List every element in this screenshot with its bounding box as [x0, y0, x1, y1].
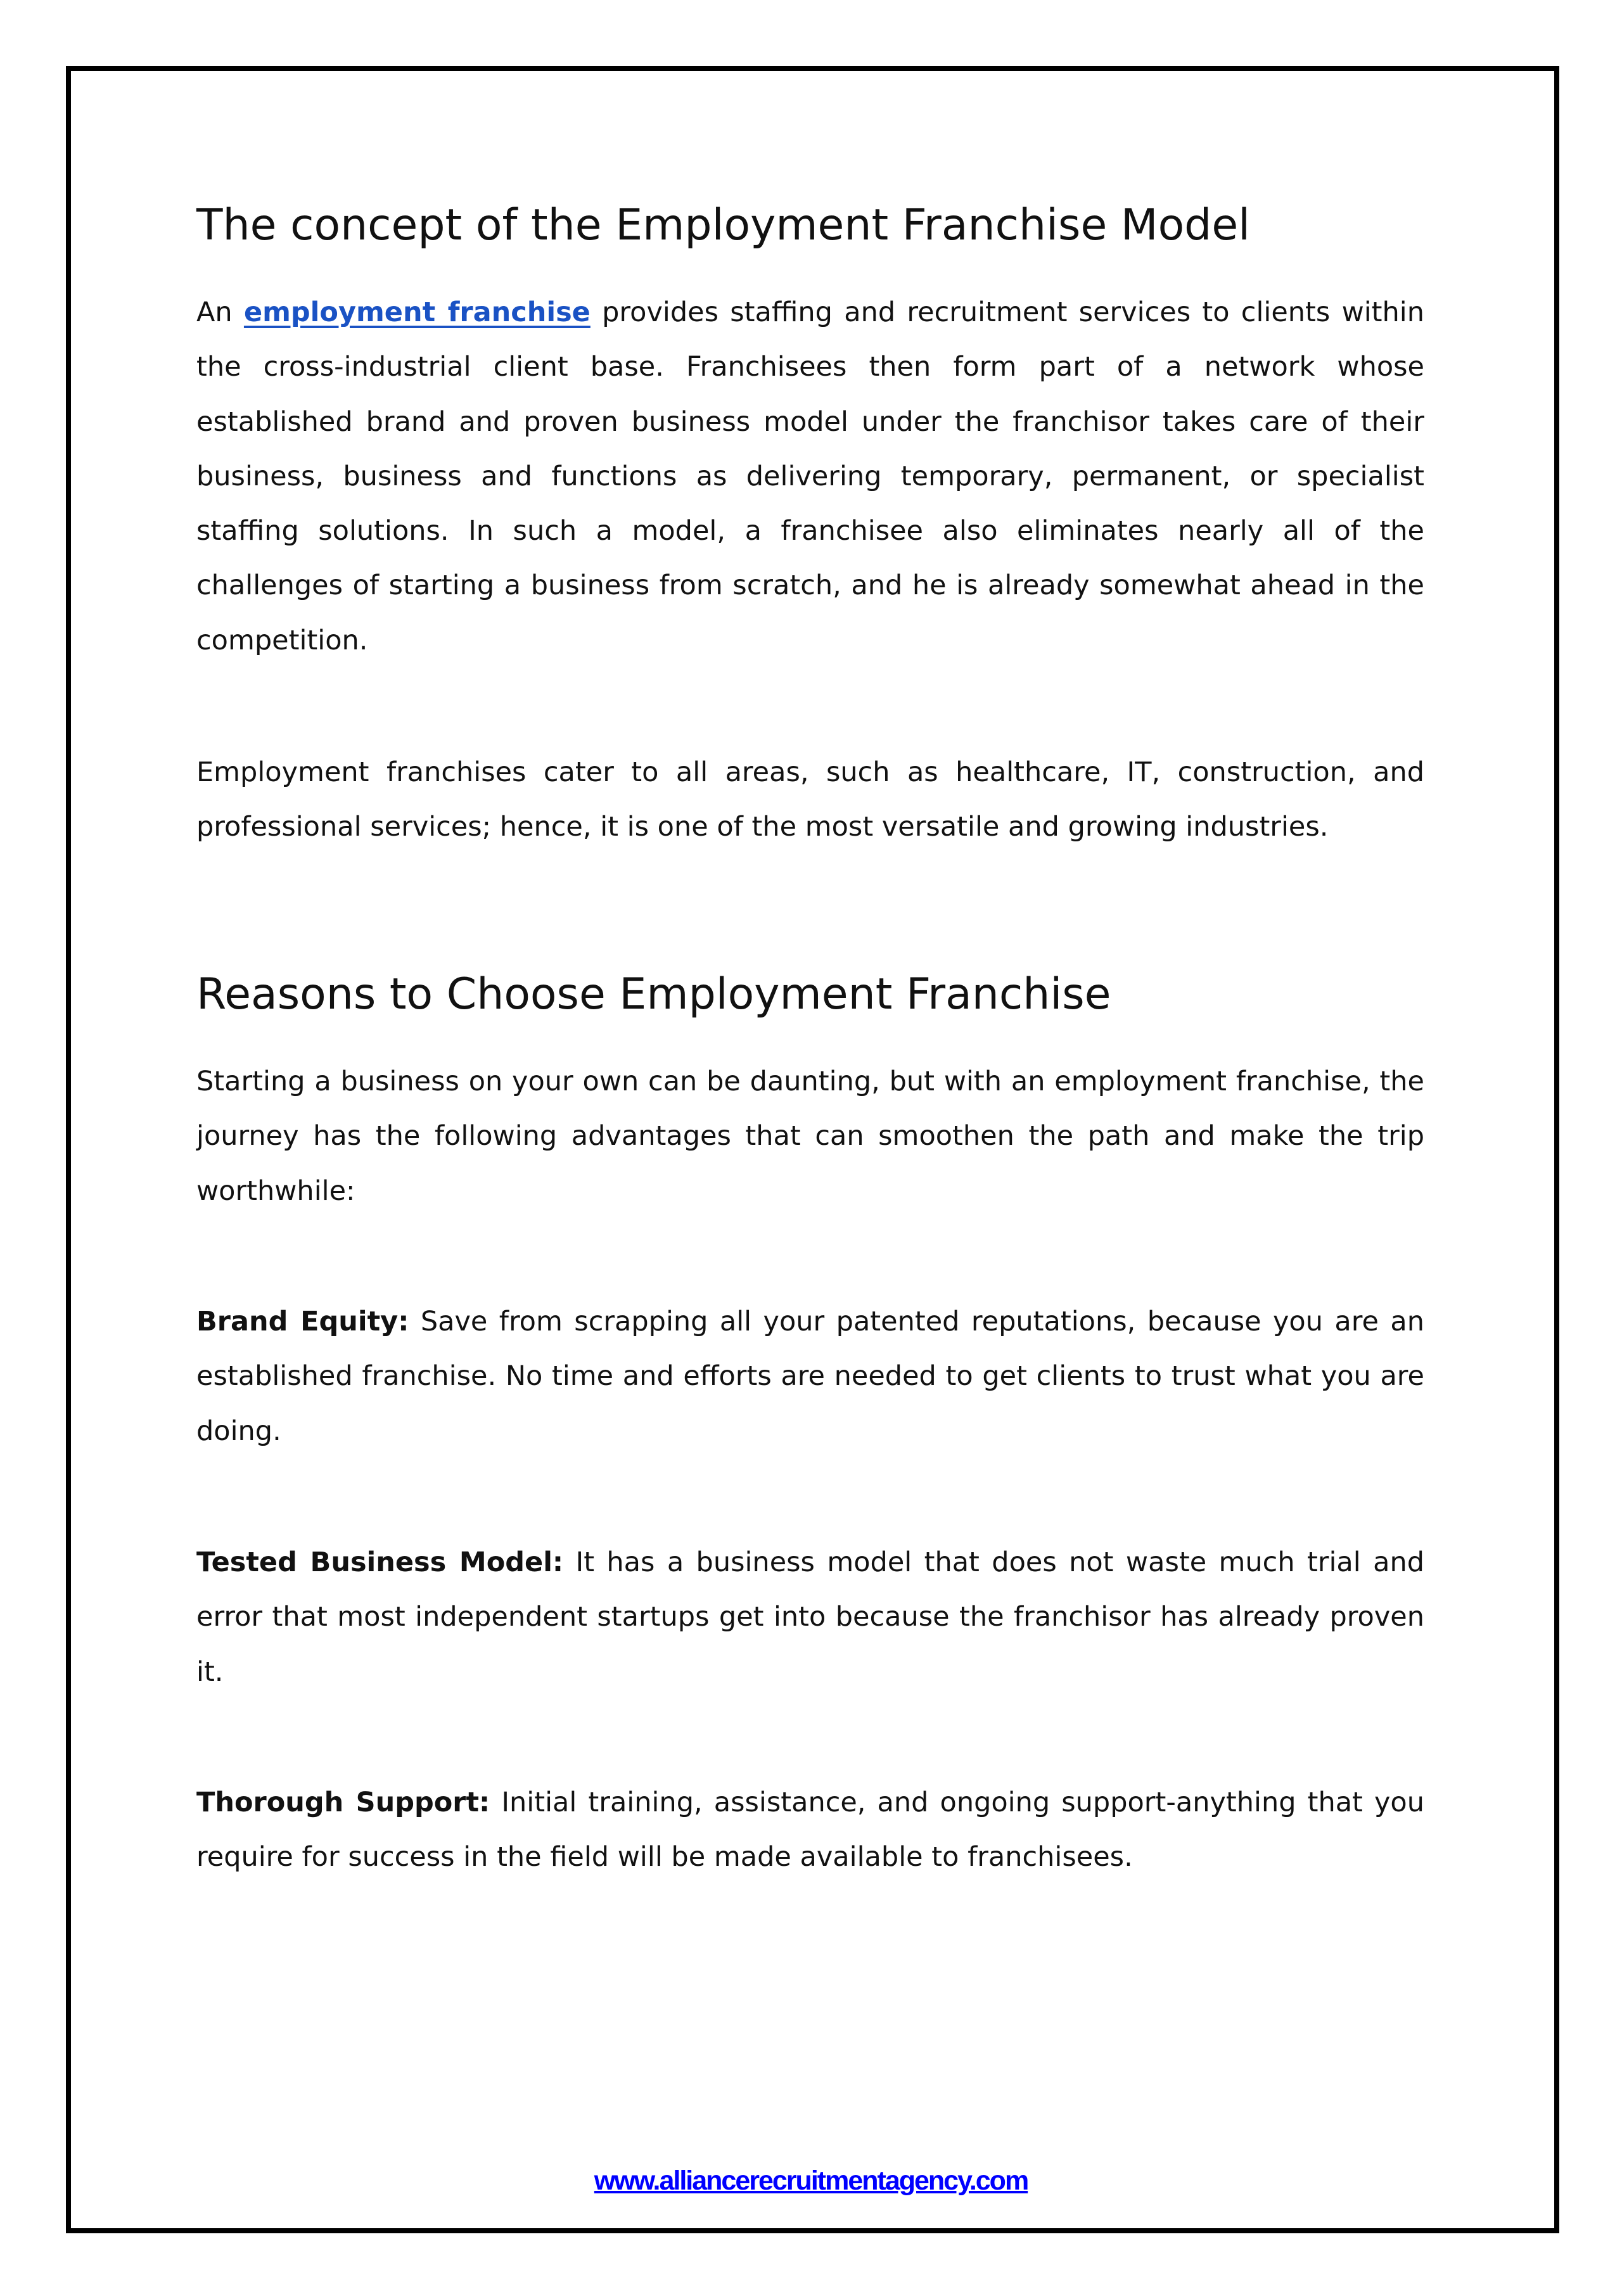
reason-label: Tested Business Model: — [196, 1547, 564, 1578]
reason-brand-equity — [196, 1294, 1424, 1458]
footer — [0, 2162, 1622, 2200]
paragraph-intro — [196, 285, 1424, 668]
heading-employment-franchise-model: The concept of the Employment Franchise Model — [196, 200, 1251, 250]
heading-reasons: Reasons to Choose Employment Franchise — [196, 969, 1111, 1019]
paragraph-rest: provides staffing and recruitment services to clients within the cross-industrial client base. Franchisees then form part of a network whose established brand and proven business model under the franchisor takes care of their business, business and functions as delivering temporary, permanent, or specialist staffing solutions. In such a model, a franchisee also eliminates nearly all of the challenges of starting a business from scratch, and he is already somewhat ahead in the competition. — [196, 297, 1424, 656]
reason-label: Thorough Support: — [196, 1787, 490, 1818]
reason-text: Save from scrapping all your patented reputations, because you are an established franchise. No time and efforts are needed to get clients to trust what you are doing. — [196, 1306, 1424, 1447]
reason-tested-business-model — [196, 1535, 1424, 1699]
employment-franchise-link[interactable]: employment franchise — [243, 297, 591, 328]
reason-text: It has a business model that does not waste much trial and error that most independent startups get into because the franchisor has already proven it. — [196, 1547, 1424, 1688]
reason-text: Initial training, assistance, and ongoing support-anything that you require for success in the field will be made available to franchisees. — [196, 1787, 1424, 1873]
paragraph-reasons-intro: Starting a business on your own can be daunting, but with an employment franchise, the journey has the following advantages that can smoothen the path and make the trip worthwhile: — [196, 1066, 1424, 1207]
paragraph-prefix: An — [196, 297, 244, 328]
paragraph-industries: Employment franchises cater to all areas, such as healthcare, IT, construction, and professional services; hence, it is one of the most versatile and growing industries. — [196, 756, 1424, 843]
reason-label: Brand Equity: — [196, 1306, 409, 1337]
footer-website-link[interactable]: www.alliancerecruitmentagency.com — [594, 2165, 1028, 2196]
reason-thorough-support — [196, 1775, 1424, 1885]
